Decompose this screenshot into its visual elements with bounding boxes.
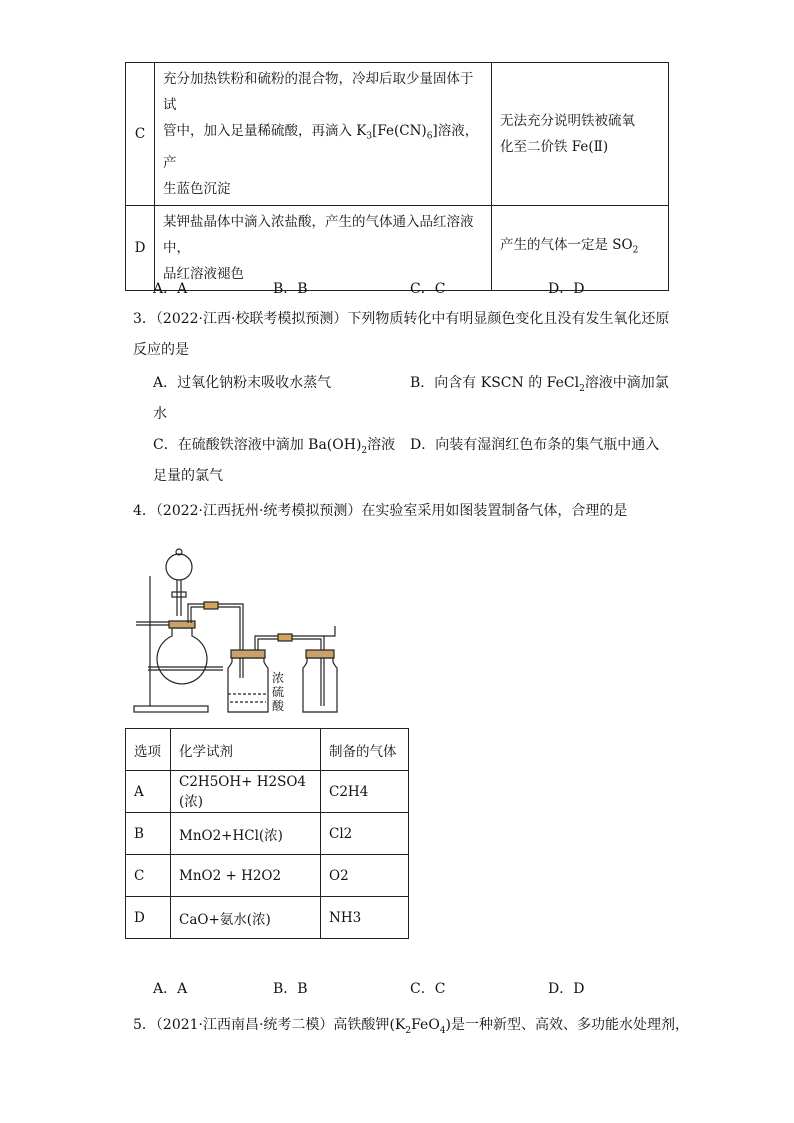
q3-option-a[interactable]: A．过氧化钠粉末吸收水蒸气	[153, 375, 332, 391]
table-row	[126, 897, 409, 939]
wash-bottle	[228, 658, 268, 712]
header-option: 选项	[126, 729, 171, 771]
acid-label-1: 浓	[272, 671, 285, 685]
option-c[interactable]: C．C	[410, 281, 446, 297]
gas-apparatus-diagram	[128, 536, 346, 718]
reagent-table	[125, 728, 409, 939]
table-row	[126, 771, 409, 813]
separatory-funnel	[166, 554, 192, 580]
q3-option-d[interactable]: D．向装有湿润红色布条的集气瓶中通入	[410, 437, 660, 453]
table-row	[126, 63, 669, 206]
cell-reagent: CaO+氨水(浓)	[171, 897, 321, 939]
option-d[interactable]: D．D	[548, 981, 585, 997]
cell-option: B	[126, 813, 171, 855]
q3-option-c[interactable]: C．在硫酸铁溶液中滴加 $Ba(OH)_2$溶液	[153, 437, 396, 456]
stand-base	[134, 706, 208, 712]
option-c[interactable]: C．C	[410, 981, 446, 997]
table-row	[126, 813, 409, 855]
table-header-row	[126, 729, 409, 771]
cell-option: C	[126, 855, 171, 897]
option-a[interactable]: A．A	[153, 281, 188, 297]
acid-label-3: 酸	[272, 699, 285, 713]
cell-reagent: MnO2 + H2O2	[171, 855, 321, 897]
q3-stem: 3．（2022·江西·校联考模拟预测）下列物质转化中有明显颜色变化且没有发生氧化还原 反应的是	[133, 311, 670, 358]
header-reagent: 化学试剂	[171, 729, 321, 771]
collecting-bottle	[303, 658, 337, 712]
row-label: D	[126, 205, 155, 290]
cell-gas: C2H4	[321, 771, 409, 813]
acid-label-2: 硫	[272, 685, 285, 699]
cell-gas: NH3	[321, 897, 409, 939]
cell-option: D	[126, 897, 171, 939]
q4-stem: 4．（2022·江西抚州·统考模拟预测）在实验室采用如图装置制备气体，合理的是	[133, 503, 628, 519]
experiment-table	[125, 62, 669, 291]
q5-stem: 5．（2021·江西南昌·统考二模）高铁酸钾$(K_2FeO_4)$是一种新型、高效、多功能水处理剂，	[133, 1017, 690, 1036]
q3-option-d-cont: 足量的氯气	[153, 468, 223, 484]
cell-gas: Cl2	[321, 813, 409, 855]
round-flask	[157, 628, 207, 684]
cell-reagent: C2H5OH+ H2SO4 (浓)	[171, 771, 321, 813]
row-conclusion: 无法充分说明铁被硫氧 化至二价铁 Fe(Ⅱ)	[492, 63, 669, 206]
table-row	[126, 855, 409, 897]
table-row	[126, 205, 669, 290]
option-b[interactable]: B．B	[273, 981, 308, 997]
option-b[interactable]: B．B	[273, 281, 308, 297]
row-description: 充分加热铁粉和硫粉的混合物，冷却后取少量固体于试 管中，加入足量稀硫酸，再滴入 $K_3[Fe(CN)_6]$溶液，产 生蓝色沉淀	[155, 63, 492, 206]
header-gas: 制备的气体	[321, 729, 409, 771]
cell-gas: O2	[321, 855, 409, 897]
option-d[interactable]: D．D	[548, 281, 585, 297]
cell-option: A	[126, 771, 171, 813]
row-label: C	[126, 63, 155, 206]
q3-option-b-cont: 水	[153, 406, 167, 422]
cell-reagent: MnO2+HCl(浓)	[171, 813, 321, 855]
q3-option-b[interactable]: B．向含有 KSCN 的 FeCl$_2$溶液中滴加氯	[410, 375, 669, 394]
row-description: 某钾盐晶体中滴入浓盐酸，产生的气体通入品红溶液中， 品红溶液褪色	[155, 205, 492, 290]
option-a[interactable]: A．A	[153, 981, 188, 997]
row-conclusion: 产生的气体一定是 $SO_2$	[492, 205, 669, 290]
